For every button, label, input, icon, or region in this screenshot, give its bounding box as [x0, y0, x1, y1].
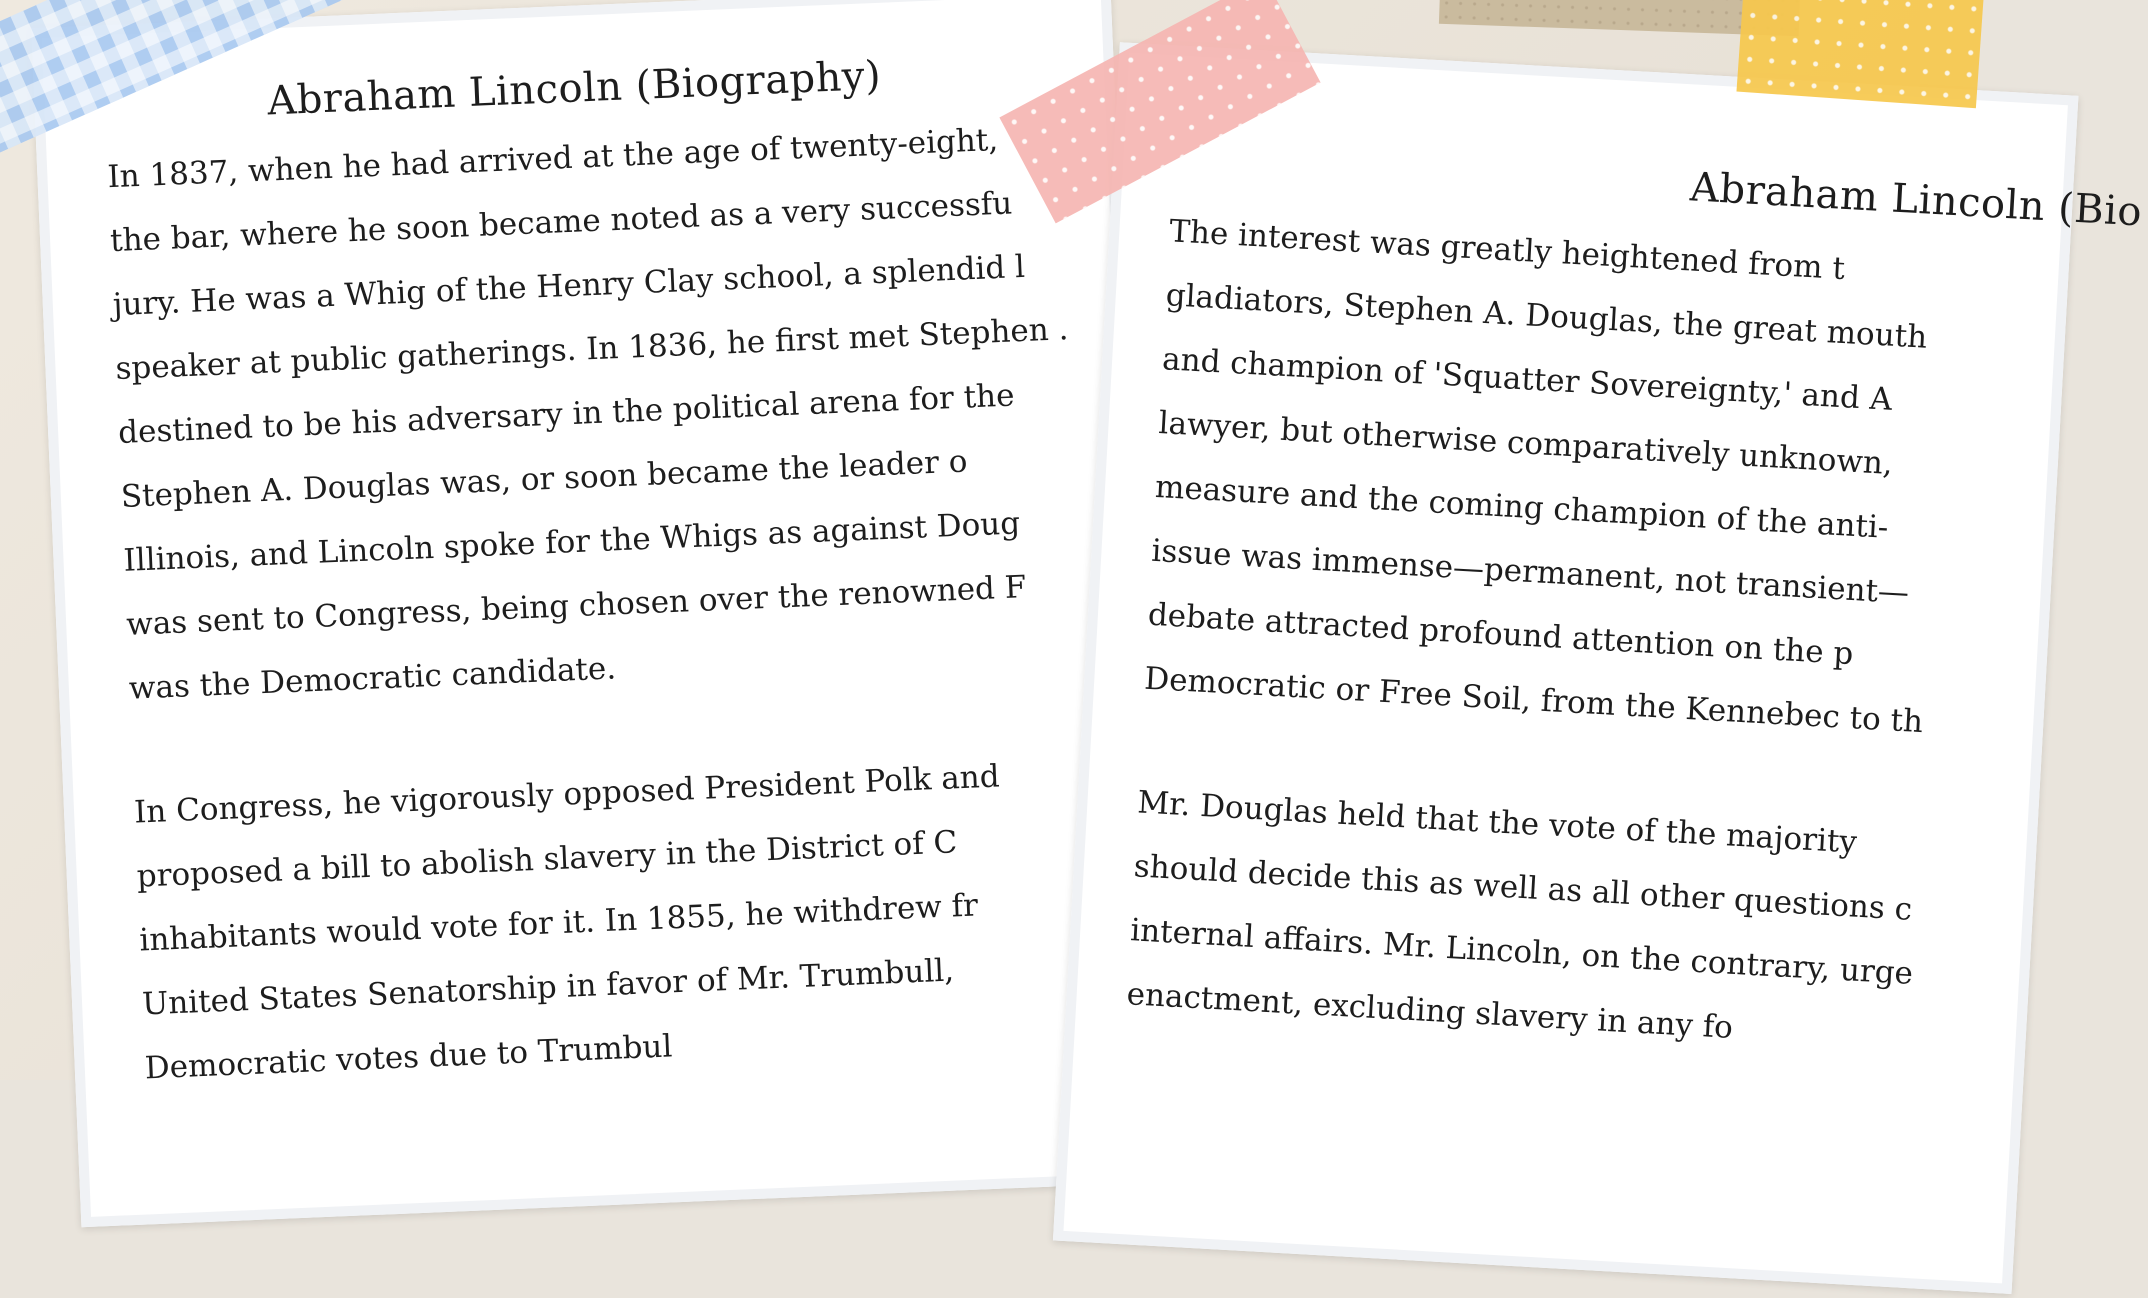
right-document-page — [1053, 42, 2144, 1294]
text-line: measure and the coming champion of the anti- — [1154, 468, 1890, 546]
right-page-title: Abraham Lincoln (Bio — [1688, 164, 2144, 236]
text-line: Illinois, and Lincoln spoke for the Whigs as against Doug — [122, 505, 1021, 579]
right-paragraph-1 — [1143, 199, 2020, 758]
text-line: lawyer, but otherwise comparatively unknown, — [1157, 405, 1894, 482]
text-line: should decide this as well as all other questions c — [1132, 848, 1913, 928]
text-line: In Congress, he vigorously opposed President Polk and — [133, 758, 1001, 831]
text-line: Democratic votes due to Trumbul — [144, 1028, 673, 1087]
text-line: jury. He was a Whig of the Henry Clay school, a splendid l — [112, 248, 1026, 324]
text-line: gladiators, Stephen A. Douglas, the great mouth — [1164, 277, 1929, 356]
text-line: issue was immense—permanent, not transient— — [1150, 532, 1910, 612]
text-line: and champion of 'Squatter Sovereignty,' and A — [1161, 341, 1894, 418]
yellow-dotted-washi-tape — [1736, 0, 1983, 108]
text-line: was sent to Congress, being chosen over the renowned F — [125, 569, 1027, 643]
left-paragraph-2 — [133, 741, 1086, 1100]
text-line: inhabitants would vote for it. In 1855, he withdrew fr — [138, 887, 979, 959]
text-line: Democratic or Free Soil, from the Kennebec to th — [1143, 660, 1924, 741]
text-line: In 1837, when he had arrived at the age of twenty-eight, — [106, 121, 999, 196]
text-line: destined to be his adversary in the political arena for the — [117, 377, 1016, 451]
text-line: The interest was greatly heightened from t — [1168, 213, 1846, 288]
text-line: speaker at public gatherings. In 1836, he first met Stephen . — [114, 311, 1070, 388]
left-paragraph-1 — [106, 106, 1069, 721]
text-line: proposed a bill to abolish slavery in the District of C — [136, 824, 958, 895]
text-line: was the Democratic candidate. — [128, 650, 617, 707]
left-page-title: Abraham Lincoln (Biography) — [266, 52, 882, 125]
right-paragraph-2 — [1125, 770, 1988, 1073]
text-line: internal affairs. Mr. Lincoln, on the contrary, urge — [1129, 912, 1914, 992]
text-line: Mr. Douglas held that the vote of the majority — [1136, 784, 1858, 861]
text-line: Stephen A. Douglas was, or soon became the leader o — [120, 443, 969, 515]
text-line: United States Senatorship in favor of Mr. Trumbull, — [141, 952, 955, 1023]
text-line: debate attracted profound attention on the p — [1147, 596, 1855, 673]
text-line: the bar, where he soon became noted as a very successfu — [109, 185, 1013, 260]
text-line: enactment, excluding slavery in any fo — [1125, 976, 1734, 1046]
left-document-page — [31, 0, 1160, 1227]
